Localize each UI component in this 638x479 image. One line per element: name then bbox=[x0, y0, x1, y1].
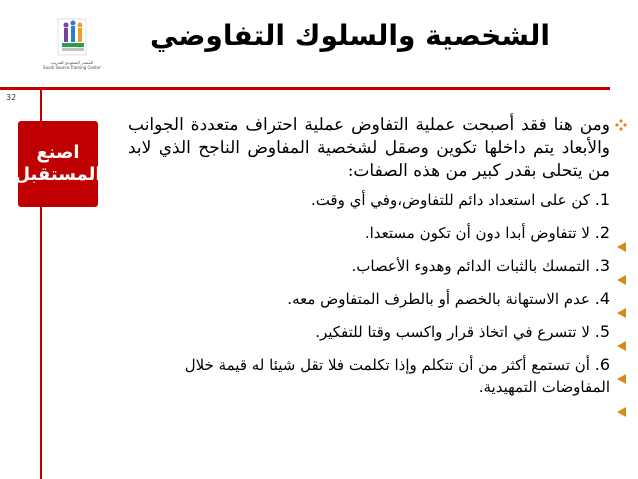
item-number: 3. bbox=[594, 256, 610, 275]
sidebar-line-2: المستقبل bbox=[14, 164, 102, 185]
item-number: 5. bbox=[594, 322, 610, 341]
slide-number: 32 bbox=[6, 93, 17, 102]
intro-paragraph: ومن هنا فقد أصبحت عملية التفاوض عملية احتراف متعددة الجوانب والأبعاد يتم داخلها تكوين وصقل لشخصية المفاوض الناجح الذي لابد من يتحلى بقدر كبير من هذه الصفات: bbox=[128, 115, 610, 181]
item-number: 6. bbox=[594, 355, 610, 374]
list-item bbox=[128, 321, 610, 343]
sidebar-line-1: اصنع bbox=[36, 142, 80, 163]
top-rule bbox=[0, 87, 610, 90]
arrow-bullet-icon bbox=[617, 374, 626, 384]
arrow-bullet-icon bbox=[617, 275, 626, 285]
item-number: 4. bbox=[594, 289, 610, 308]
list-item bbox=[128, 255, 610, 277]
logo-caption bbox=[36, 60, 108, 70]
item-text: لا تتفاوض أبدا دون أن تكون مستعدا. bbox=[364, 224, 590, 242]
list-item bbox=[128, 354, 610, 398]
slide-content bbox=[128, 114, 610, 409]
list-item bbox=[128, 222, 610, 244]
item-text: لا تتسرع في اتخاذ قرار واكسب وقتا للتفكير. bbox=[315, 323, 590, 341]
qualities-list bbox=[128, 189, 610, 398]
slide-title: الشخصية والسلوك التفاوضي bbox=[150, 19, 550, 52]
sidebar-box bbox=[14, 121, 102, 207]
logo-caption-en: Saudi Source Training Center bbox=[43, 65, 101, 70]
item-text: التمسك بالثبات الدائم وهدوء الأعصاب. bbox=[351, 257, 590, 275]
arrow-bullet-icon bbox=[617, 407, 626, 417]
list-item bbox=[128, 288, 610, 310]
item-text: أن تستمع أكثر من أن تتكلم وإذا تكلمت فلا تقل شيئا له قيمة خلال المفاوضات التمهيدية. bbox=[184, 356, 610, 396]
logo-caption-ar: المصدر السعودي للتدريب bbox=[50, 60, 94, 65]
diamond-bullet-icon bbox=[615, 119, 627, 131]
arrow-bullet-icon bbox=[617, 308, 626, 318]
item-number: 2. bbox=[594, 223, 610, 242]
item-text: كن على استعداد دائم للتفاوض،وفي أي وقت. bbox=[310, 191, 590, 209]
arrow-bullet-icon bbox=[617, 242, 626, 252]
item-number: 1. bbox=[594, 190, 610, 209]
item-text: عدم الاستهانة بالخصم أو بالطرف المتفاوض معه. bbox=[287, 290, 590, 308]
list-item bbox=[128, 189, 610, 211]
arrow-bullet-icon bbox=[617, 341, 626, 351]
